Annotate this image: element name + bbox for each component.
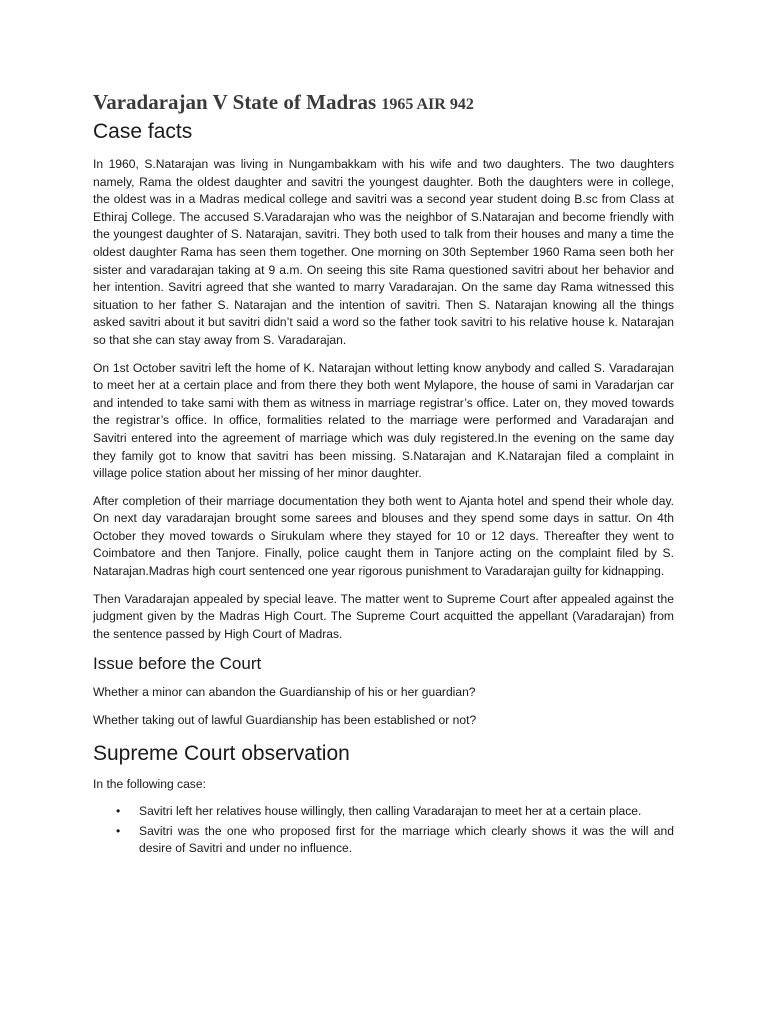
case-facts-heading: Case facts xyxy=(93,120,193,143)
list-item-text: Savitri left her relatives house willingly, then calling Varadarajan to meet her at a certain place. xyxy=(139,804,642,819)
observation-heading: Supreme Court observation xyxy=(93,741,350,765)
document-page xyxy=(93,90,674,860)
list-item xyxy=(93,823,674,858)
case-facts-paragraph: Then Varadarajan appealed by special leave. The matter went to Supreme Court after appealed against the judgment given by the Madras High Court. The Supreme Court acquitted the appellant (Varadarajan) from the sentence passed by High Court of Madras. xyxy=(93,591,674,641)
document-title xyxy=(93,90,674,117)
issue-heading: Issue before the Court xyxy=(93,654,262,674)
list-item xyxy=(93,803,674,821)
observation-intro: In the following case: xyxy=(93,776,206,791)
issue-question: Whether a minor can abandon the Guardianship of his or her guardian? xyxy=(93,685,476,700)
case-citation: 1965 AIR 942 xyxy=(381,96,474,113)
case-name: Varadarajan V State of Madras xyxy=(93,90,382,114)
list-item-text: Savitri was the one who proposed first for the marriage which clearly shows it was the will and desire of Savitri and under no influence. xyxy=(139,823,674,856)
case-facts-paragraph: After completion of their marriage documentation they both went to Ajanta hotel and spend their whole day. On next day varadarajan brought some sarees and blouses and they spend some days in sattur. On 4th October they moved towards o Sirukulam where they stayed for 10 or 12 days. Thereafter they went to Coimbatore and then Tanjore. Finally, police caught them in Tanjore acting on the complaint filed by S. Natarajan.Madras high court sentenced one year rigorous punishment to Varadarajan guilty for kidnapping. xyxy=(93,493,674,579)
bullet-icon: • xyxy=(116,823,121,838)
observation-list xyxy=(93,803,674,858)
case-facts-paragraph: In 1960, S.Natarajan was living in Nungambakkam with his wife and two daughters. The two daughters namely, Rama the oldest daughter and savitri the youngest daughter. Both the daughters were in college, the oldest was in a Madras medical college and savitri was a second year student doing B.sc from Class at Ethiraj College. The accused S.Varadarajan who was the neighbor of S.Natarajan and become friendly with the youngest daughter of S. Natarajan, savitri. They both used to talk from their houses and many a time the oldest daughter Rama has seen them together. One morning on 30th September 1960 Rama seen both her sister and varadarajan taking at 9 a.m. On seeing this site Rama questioned savitri about her behavior and her intention. Savitri agreed that she wanted to marry Varadarajan. On the same day Rama witnessed this situation to her father S. Natarajan and the intention of savitri. Then S. Natarajan knowing all the things asked savitri about it but savitri didn’t said a word so the father took savitri to his relative house k. Natarajan so that she can stay away from S. Varadarajan. xyxy=(93,157,674,347)
issue-question: Whether taking out of lawful Guardianship has been established or not? xyxy=(93,713,477,728)
bullet-icon: • xyxy=(116,804,121,819)
case-facts-paragraph: On 1st October savitri left the home of K. Natarajan without letting know anybody and called S. Varadarajan to meet her at a certain place and from there they both went Mylapore, the house of sami in Varadarjan car and intended to take sami with them as witness in marriage registrar’s office. Later on, they moved towards the registrar’s office. In office, formalities related to the marriage were performed and Varadarajan and Savitri entered into the agreement of marriage which was duly registered.In the evening on the same day they family got to know that savitri has been missing. S.Natarajan and K.Natarajan filed a complaint in village police station about her missing of her minor daughter. xyxy=(93,360,674,481)
